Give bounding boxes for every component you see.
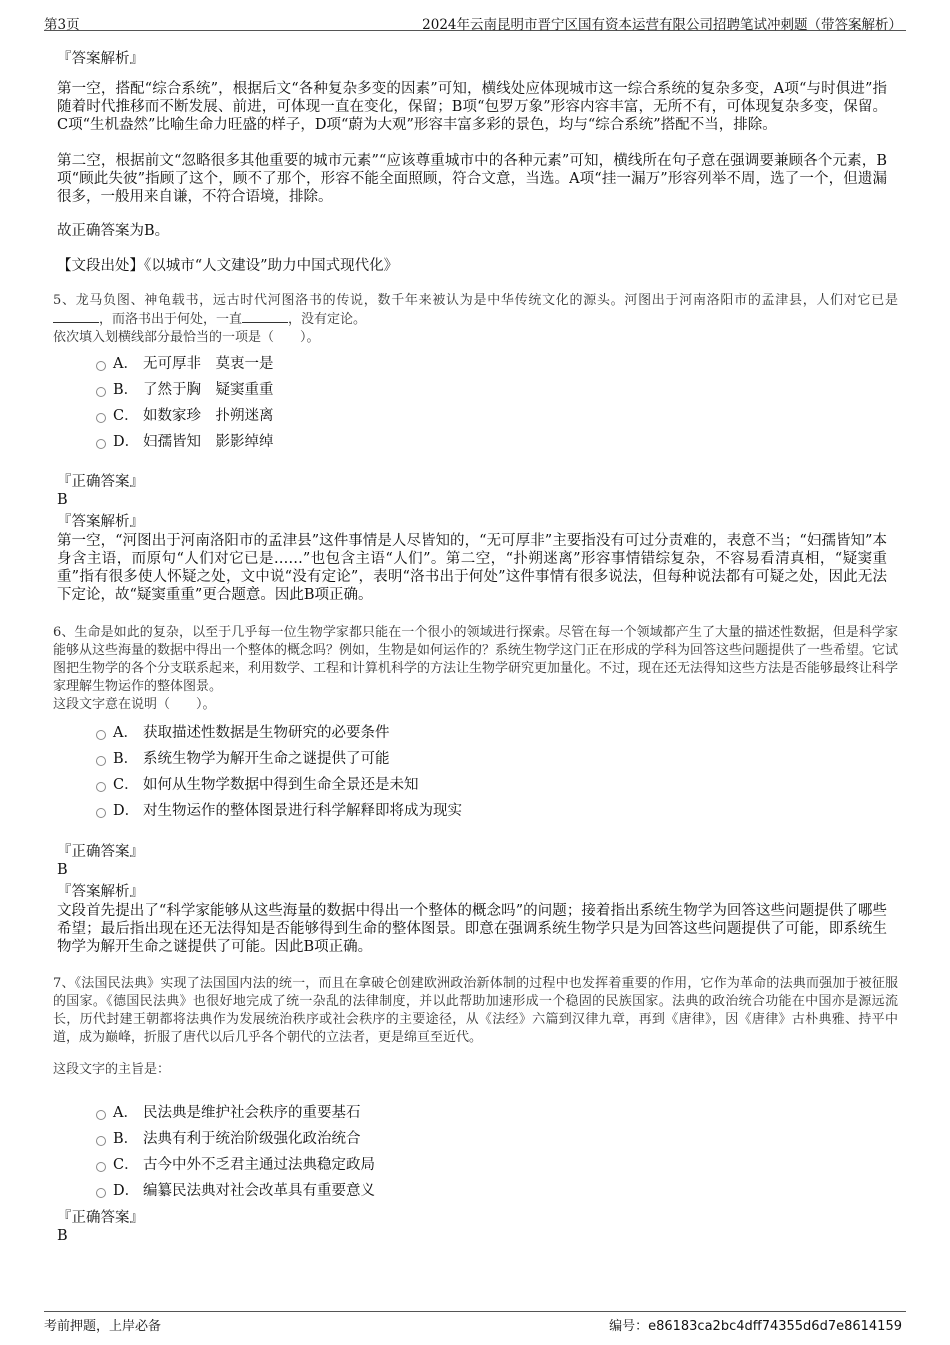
option-text: 如数家珍 扑朔迷离 xyxy=(143,408,274,424)
option-text: 编纂民法典对社会改革具有重要意义 xyxy=(143,1183,375,1199)
option-letter: B． xyxy=(113,751,139,767)
option-b[interactable] xyxy=(96,1130,361,1148)
option-text: 如何从生物学数据中得到生命全景还是未知 xyxy=(143,777,419,793)
radio-icon[interactable] xyxy=(96,730,106,740)
page-footer xyxy=(44,1311,906,1334)
page-header xyxy=(44,10,906,31)
option-letter: B． xyxy=(113,382,139,398)
option-a[interactable] xyxy=(96,1104,361,1122)
option-d[interactable] xyxy=(96,1182,375,1200)
correct-answer-label: 『正确答案』 xyxy=(57,1210,144,1226)
correct-answer: B xyxy=(57,1228,68,1244)
option-text: 无可厚非 莫衷一是 xyxy=(143,356,274,372)
radio-icon[interactable] xyxy=(96,1110,106,1120)
question-stem xyxy=(53,624,898,714)
stem-text: ，而洛书出于何处，一直 xyxy=(99,312,243,327)
option-text: 对生物运作的整体图景进行科学解释即将成为现实 xyxy=(143,803,462,819)
footer-slogan: 考前押题，上岸必备 xyxy=(44,1319,162,1334)
analysis-label: 『答案解析』 xyxy=(57,884,144,900)
analysis-paragraph: 文段首先提出了“科学家能够从这些海量的数据中得出一个整体的概念吗”的问题；接着指出系统生物学为回答这些问题提供了哪些希望；最后指出现在还无法得知是否能够得到生命的整体图景。即意在强调系统生物学只是为回答这些问题提供了可能，即系统生物学为解开生命之谜提供了可能。因此B项正确。 xyxy=(57,903,887,955)
option-a[interactable] xyxy=(96,724,390,742)
option-text: 民法典是维护社会秩序的重要基石 xyxy=(143,1105,361,1121)
option-letter: C． xyxy=(113,408,139,424)
radio-icon[interactable] xyxy=(96,413,106,423)
document-title: 2024年云南昆明市晋宁区国有资本运营有限公司招聘笔试冲刺题（带答案解析） xyxy=(422,17,902,33)
source-citation: 【文段出处】《以城市“人文建设”助力中国式现代化》 xyxy=(57,258,399,274)
code-label: 编号： xyxy=(609,1319,649,1334)
fill-blank xyxy=(53,310,99,323)
option-text: 系统生物学为解开生命之谜提供了可能 xyxy=(143,751,390,767)
option-letter: A． xyxy=(113,725,138,741)
option-d[interactable] xyxy=(96,433,274,451)
fill-blank xyxy=(242,310,288,323)
option-b[interactable] xyxy=(96,750,390,768)
stem-text: 6、生命是如此的复杂，以至于几乎每一位生物学家都只能在一个很小的领域进行探索。尽管在每一个领域都产生了大量的描述性数据，但是科学家能够从这些海量的数据中得出一个整体的概念吗？例如，生物是如何运作的？系统生物学这门正在形成的学科为回答这些问题提供了一些希望。它试图把生物学的各个分支联系起来，利用数学、工程和计算机科学的方法让生物学研究更加量化。不过，现在还无法得知这些方法是否能够最终让科学家理解生物运作的整体图景。 xyxy=(53,625,899,694)
radio-icon[interactable] xyxy=(96,439,106,449)
option-c[interactable] xyxy=(96,1156,375,1174)
question-prompt: 这段文字意在说明（ ）。 xyxy=(53,697,216,712)
document-code xyxy=(609,1315,902,1334)
question-stem xyxy=(53,975,898,1079)
option-letter: A． xyxy=(113,1105,138,1121)
page-number: 第3页 xyxy=(44,17,80,33)
code-value: e86183ca2bc4dff74355d6d7e8614159 xyxy=(648,1319,902,1334)
radio-icon[interactable] xyxy=(96,387,106,397)
correct-answer: B xyxy=(57,492,68,508)
option-text: 古今中外不乏君主通过法典稳定政局 xyxy=(143,1157,375,1173)
option-d[interactable] xyxy=(96,802,462,820)
radio-icon[interactable] xyxy=(96,782,106,792)
option-text: 获取描述性数据是生物研究的必要条件 xyxy=(143,725,390,741)
option-text: 了然于胸 疑窦重重 xyxy=(143,382,274,398)
stem-text: 7、《法国民法典》实现了法国国内法的统一，而且在拿破仑创建欧洲政治新体制的过程中也发挥着重要的作用，它作为革命的法典而强加于被征服的国家。《德国民法典》也很好地完成了统一杂乱的法律制度，并以此帮助加速形成一个稳固的民族国家。法典的政治统合功能在中国亦是源远流长，历代封建王朝都将法典作为发展统治秩序或社会秩序的主要途径，从《法经》六篇到汉律九章，再到《唐律》，因《唐律》古朴典雅、持平中道，成为巅峰，折服了唐代以后几乎各个朝代的立法者，更是绵亘至近代。 xyxy=(53,976,898,1045)
analysis-label: 『答案解析』 xyxy=(57,51,144,67)
radio-icon[interactable] xyxy=(96,1188,106,1198)
correct-answer-label: 『正确答案』 xyxy=(57,844,144,860)
analysis-paragraph: 第一空，“河图出于河南洛阳市的孟津县”这件事情是人尽皆知的，“无可厚非”主要指没有可过分责难的，表意不当；“妇孺皆知”本身含主语，而原句“人们对它已是……”也包含主语“人们”。第二空，“扑朔迷离”形容事情错综复杂，不容易看清真相，“疑窦重重”指有很多使人怀疑之处，文中说“没有定论”，表明“洛书出于何处”这件事情有很多说法，但每种说法都有可疑之处，因此无法下定论，故“疑窦重重”更合题意。因此B项正确。 xyxy=(57,533,887,603)
question-stem xyxy=(53,292,898,347)
option-c[interactable] xyxy=(96,776,419,794)
option-letter: A． xyxy=(113,356,138,372)
option-letter: C． xyxy=(113,777,139,793)
radio-icon[interactable] xyxy=(96,808,106,818)
option-letter: D． xyxy=(113,434,140,450)
question-prompt: 依次填入划横线部分最恰当的一项是（ ）。 xyxy=(53,330,320,345)
option-letter: C． xyxy=(113,1157,139,1173)
stem-text: 5、龙马负图、神龟载书，远古时代河图洛书的传说，数千年来被认为是中华传统文化的源头。河图出于河南洛阳市的孟津县，人们对它已是 xyxy=(53,293,898,308)
correct-answer-label: 『正确答案』 xyxy=(57,474,144,490)
radio-icon[interactable] xyxy=(96,756,106,766)
radio-icon[interactable] xyxy=(96,361,106,371)
radio-icon[interactable] xyxy=(96,1136,106,1146)
stem-text: ，没有定论。 xyxy=(288,312,367,327)
option-letter: B． xyxy=(113,1131,139,1147)
answer-conclusion: 故正确答案为B。 xyxy=(57,223,170,239)
analysis-paragraph: 第二空，根据前文“忽略很多其他重要的城市元素”“应该尊重城市中的各种元素”可知，横线所在句子意在强调要兼顾各个元素，B项“顾此失彼”指顾了这个，顾不了那个，形容不能全面照顾，符合文意，当选。A项“挂一漏万”形容列举不周，选了一个，但遗漏很多，一般用来自谦，不符合语境，排除。 xyxy=(57,153,887,205)
option-letter: D． xyxy=(113,803,140,819)
option-letter: D． xyxy=(113,1183,140,1199)
analysis-label: 『答案解析』 xyxy=(57,514,144,530)
correct-answer: B xyxy=(57,862,68,878)
option-text: 法典有利于统治阶级强化政治统合 xyxy=(143,1131,361,1147)
radio-icon[interactable] xyxy=(96,1162,106,1172)
analysis-paragraph: 第一空，搭配“综合系统”，根据后文“各种复杂多变的因素”可知，横线处应体现城市这一综合系统的复杂多变，A项“与时俱进”指随着时代推移而不断发展、前进，可体现一直在变化，保留；B项“包罗万象”形容内容丰富，无所不有，可体现复杂多变，保留。C项“生机盎然”比喻生命力旺盛的样子，D项“蔚为大观”形容丰富多彩的景色，均与“综合系统”搭配不当，排除。 xyxy=(57,81,887,133)
option-a[interactable] xyxy=(96,355,274,373)
option-text: 妇孺皆知 影影绰绰 xyxy=(143,434,274,450)
option-b[interactable] xyxy=(96,381,274,399)
option-c[interactable] xyxy=(96,407,274,425)
question-prompt: 这段文字的主旨是： xyxy=(53,1062,171,1077)
